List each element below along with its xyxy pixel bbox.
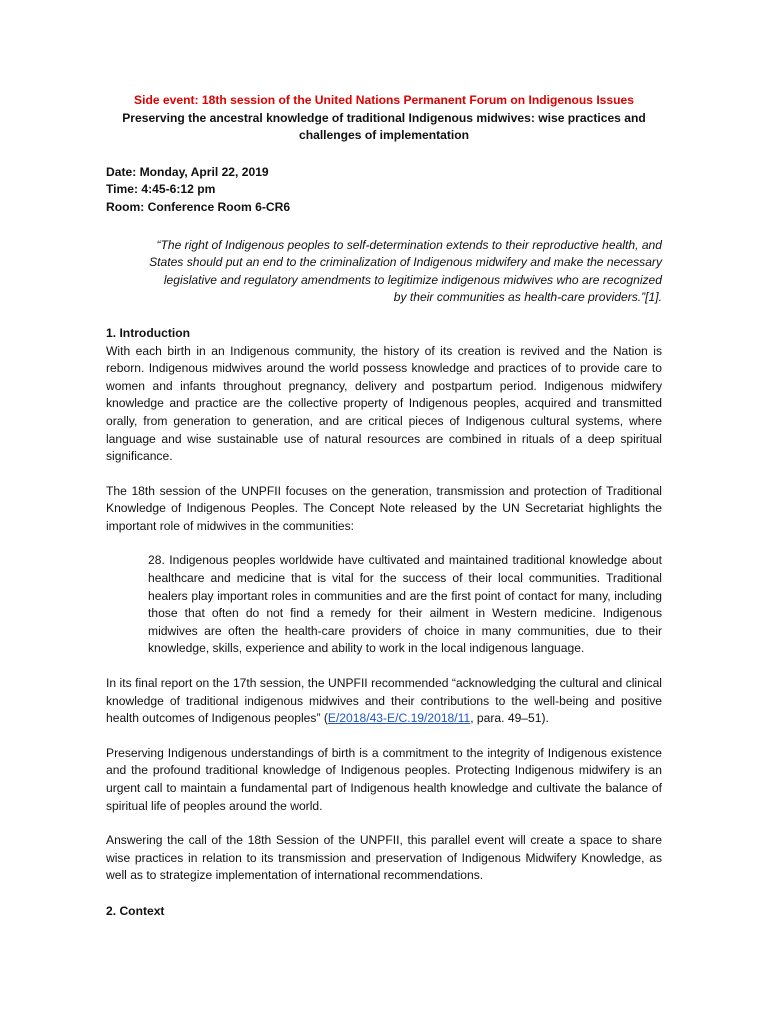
para3-text-after: , para. 49–51). [470,711,549,726]
event-room: Room: Conference Room 6-CR6 [106,199,291,214]
para3-text-before: In its final report on the 17th session, the UNPFII recommended “acknowledging the cultural and clinical knowledge of traditional indigenous midwives and their contributions to the well-being and positive health outcomes of Indigenous peoples” ( [106,676,662,726]
event-details [106,164,662,217]
intro-paragraph-2: The 18th session of the UNPFII focuses on the generation, transmission and protection of Traditional Knowledge of Indigenous Peoples. The Concept Note released by the UN Secretariat highlights the important role of midwives in the communities: [106,483,662,533]
opening-quote: “The right of Indigenous peoples to self-determination extends to their reproductive health, and States should put an end to the criminalization of Indigenous midwifery and make the necessary legislative and regulatory amendments to legitimize indigenous midwives who are recognized by their communities as health-care providers.”[1]. [149,237,662,305]
section-heading-introduction: 1. Introduction [106,325,190,340]
intro-paragraph-3 [106,675,662,728]
intro-paragraph-4: Preserving Indigenous understandings of birth is a commitment to the integrity of Indigenous existence and the profound traditional knowledge of Indigenous peoples. Protecting Indigenous midwifery is an urgent call to maintain a fundamental part of Indigenous health knowledge and cultivate the balance of spiritual life of peoples around the world. [106,745,662,813]
event-date: Date: Monday, April 22, 2019 [106,164,269,179]
document-page [106,92,662,921]
event-time: Time: 4:45-6:12 pm [106,182,216,197]
intro-paragraph-5: Answering the call of the 18th Session of the UNPFII, this parallel event will create a space to share wise practices in relation to its transmission and preservation of Indigenous Midwifery Knowledge, as well as to strategize implementation of international recommendations. [106,833,662,883]
intro-paragraph-1: With each birth in an Indigenous community, the history of its creation is revived and the Nation is reborn. Indigenous midwives around the world possess knowledge and practices of to provide care to women and infants throughout pregnancy, delivery and postpartum period. Indigenous midwifery knowledge and practice are the collective property of Indigenous peoples, acquired and transmitted orally, from generation to generation, and are critical pieces of Indigenous cultural systems, where language and wise sustainable use of natural resources are combined in rituals of a deep spiritual significance. [106,343,662,464]
report-reference-link[interactable]: E/2018/43-E/C.19/2018/11 [327,711,471,726]
section-heading-context: 2. Context [106,903,165,918]
event-title: Side event: 18th session of the United Nations Permanent Forum on Indigenous Issues [134,93,634,107]
concept-note-quote: 28. Indigenous peoples worldwide have cultivated and maintained traditional knowledge about healthcare and medicine that is vital for the success of their local communities. Traditional healers play important roles in communities and are the first point of contact for many, including those that often do not find a remedy for their ailment in Western medicine. Indigenous midwives are often the health-care providers of choice in many communities, due to their knowledge, skills, experience and ability to work in the local indigenous language. [148,553,662,656]
event-subtitle: Preserving the ancestral knowledge of traditional Indigenous midwives: wise practices and challenges of implementation [122,110,646,143]
